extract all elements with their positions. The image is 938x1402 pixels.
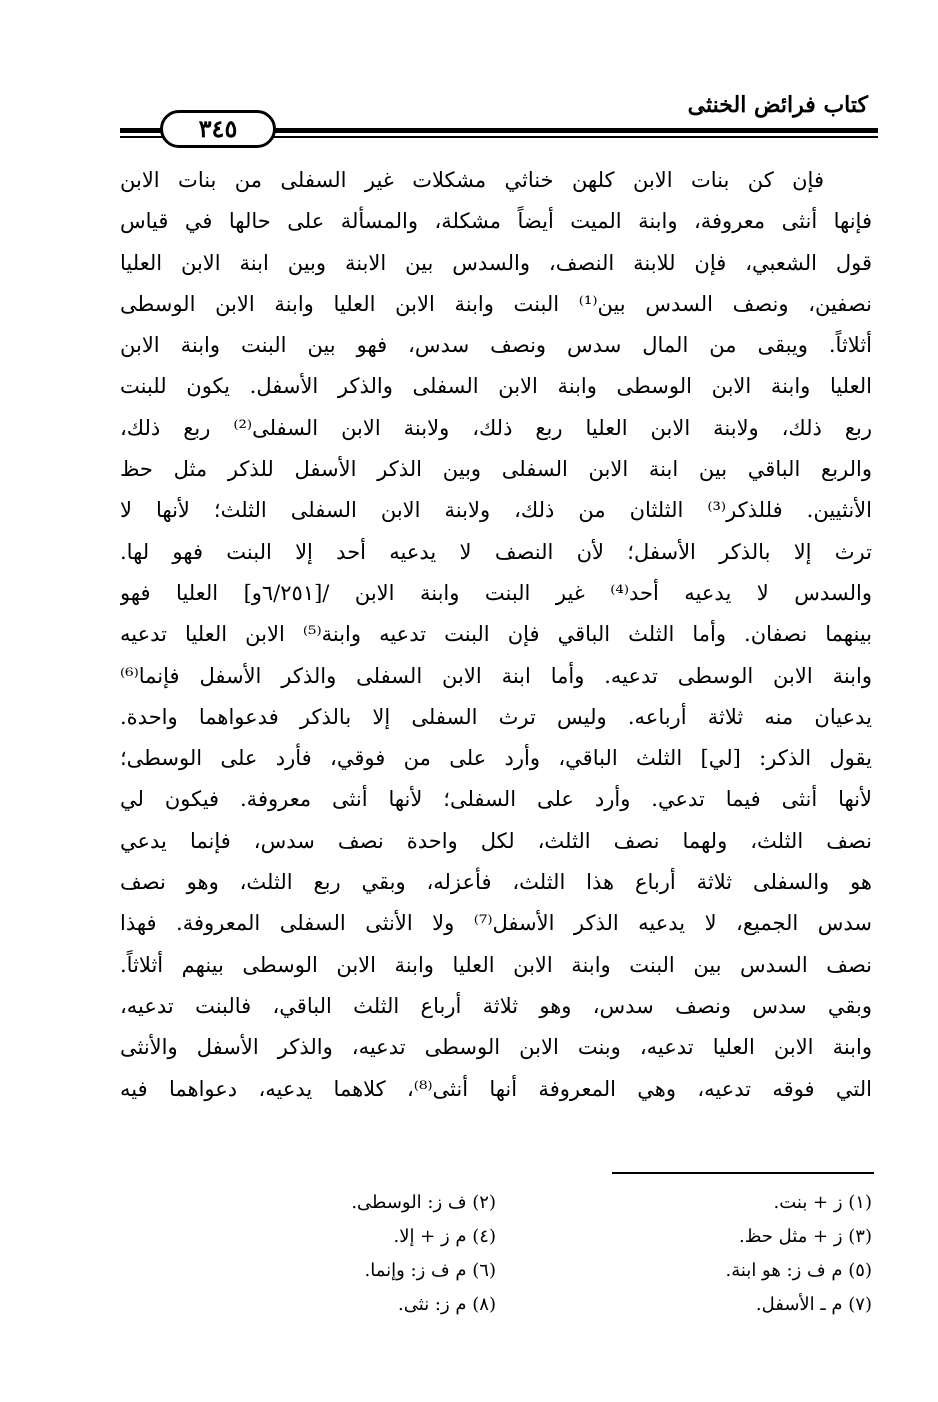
text-line: وابنة الابن العليا تدعيه، وبنت الابن الوسطى تدعيه، والذكر الأسفل والأنثى — [120, 1035, 872, 1060]
footnote-separator — [612, 1172, 874, 1174]
footnote-1: (١) ز + بنت. — [773, 1192, 872, 1213]
page-number: ٣٤٥ — [160, 110, 276, 148]
footnote-5: (٥) م ف ز: هو ابنة. — [725, 1260, 872, 1281]
text-line: يقول الذكر: [لي] الثلث الباقي، وأرد على من فوقي، فأرد على الوسطى؛ — [120, 746, 872, 771]
footnotes — [120, 1186, 872, 1322]
footnote-3: (٣) ز + مثل حظ. — [738, 1226, 872, 1247]
footnote-row — [120, 1254, 872, 1288]
text-line: نصف السدس بين البنت وابنة الابن العليا وابنة الابن الوسطى بينهم أثلاثاً. — [120, 952, 872, 977]
footnote-6: (٦) م ف ز: وإنما. — [364, 1260, 496, 1281]
text-line: نصف الثلث، ولهما نصف الثلث، لكل واحدة نصف سدس، فإنما يدعي — [120, 828, 872, 853]
footnote-7: (٧) م ـ الأسفل. — [755, 1294, 872, 1315]
text-line: ربع ذلك، ولابنة الابن العليا ربع ذلك، ولابنة الابن السفلى⁽²⁾ ربع ذلك، — [120, 415, 872, 440]
text-line: وابنة الابن الوسطى تدعيه. وأما ابنة الابن السفلى والذكر الأسفل فإنما⁽⁶⁾ — [120, 663, 872, 688]
text-line: نصفين، ونصف السدس بين⁽¹⁾ البنت وابنة الابن العليا وابنة الابن الوسطى — [120, 291, 872, 316]
footnote-4: (٤) م ز + إلا. — [393, 1226, 496, 1247]
text-line: فإنها أنثى معروفة، وابنة الميت أيضاً مشكلة، والمسألة على حالها في قياس — [120, 209, 872, 234]
footnote-row — [120, 1186, 872, 1220]
footnote-row — [120, 1220, 872, 1254]
footnote-row — [120, 1288, 872, 1322]
text-line: التي فوقه تدعيه، وهي المعروفة أنها أنثى⁽⁸⁾، كلاهما يدعيه، دعواهما فيه — [120, 1076, 872, 1101]
text-line: وبقي سدس ونصف سدس، وهو ثلاثة أرباع الثلث الباقي، فالبنت تدعيه، — [120, 993, 872, 1018]
text-line: والسدس لا يدعيه أحد⁽⁴⁾ غير البنت وابنة الابن /[٦/٢٥١و] العليا فهو — [120, 580, 872, 605]
text-line: فإن كن بنات الابن كلهن خناثي مشكلات غير السفلى من بنات الابن — [120, 168, 824, 192]
body-text — [120, 160, 872, 1110]
text-line: سدس الجميع، لا يدعيه الذكر الأسفل⁽⁷⁾ ولا الأنثى السفلى المعروفة. فهذا — [120, 911, 872, 936]
text-line: العليا وابنة الابن الوسطى وابنة الابن السفلى والذكر الأسفل. يكون للبنت — [120, 374, 872, 399]
text-line: قول الشعبي، فإن للابنة النصف، والسدس بين الابنة وبين ابنة الابن العليا — [120, 250, 872, 275]
header-rule — [120, 108, 878, 148]
footnote-2: (٢) ف ز: الوسطى. — [351, 1192, 496, 1213]
text-line: يدعيان منه ثلاثة أرباعه. وليس ترث السفلى إلا بالذكر فدعواهما واحدة. — [120, 704, 872, 729]
text-line: لأنها أنثى فيما تدعي. وأرد على السفلى؛ لأنها أنثى معروفة. فيكون لي — [120, 787, 872, 812]
text-line: هو والسفلى ثلاثة أرباع هذا الثلث، فأعزله، وبقي ربع الثلث، وهو نصف — [120, 870, 872, 895]
text-line: والربع الباقي بين ابنة الابن السفلى وبين الذكر الأسفل للذكر مثل حظ — [120, 457, 872, 482]
text-line: الأنثيين. فللذكر⁽³⁾ الثلثان من ذلك، ولابنة الابن السفلى الثلث؛ لأنها لا — [120, 498, 872, 523]
footnote-8: (٨) م ز: نثى. — [398, 1294, 496, 1315]
text-line: بينهما نصفان. وأما الثلث الباقي فإن البنت تدعيه وابنة⁽⁵⁾ الابن العليا تدعيه — [120, 622, 872, 647]
running-title: كتاب فرائض الخنثى — [687, 92, 868, 118]
text-line: ترث إلا بالذكر الأسفل؛ لأن النصف لا يدعيه أحد إلا البنت فهو لها. — [120, 539, 872, 564]
text-line: أثلاثاً. ويبقى من المال سدس ونصف سدس، فهو بين البنت وابنة الابن — [120, 333, 872, 358]
